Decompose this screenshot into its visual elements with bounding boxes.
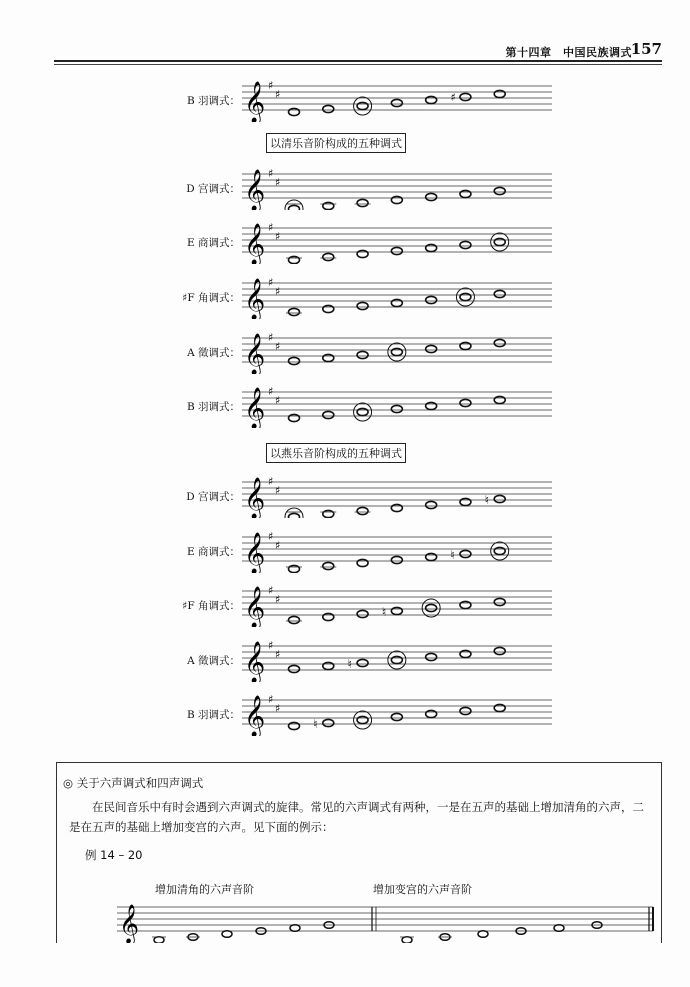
whole-note	[460, 93, 471, 100]
mode-label: ♯F 角调式：	[182, 292, 240, 304]
whole-note	[426, 96, 437, 103]
bottom-staff	[117, 897, 657, 943]
sharp-icon: ♯	[268, 475, 274, 488]
whole-note	[357, 610, 368, 617]
whole-note	[460, 707, 471, 714]
mode-row	[150, 166, 570, 210]
whole-note	[323, 105, 334, 112]
whole-note	[494, 704, 505, 711]
page-number: 157	[630, 40, 662, 58]
whole-note	[494, 339, 505, 346]
whole-note	[460, 241, 471, 248]
box-paragraph: 在民间音乐中有时会遇到六声调式的旋律。常见的六声调式有两种，一是在五声的基础上增加清角的六声，二是在五声的基础上增加变宫的六声。见下面的例示：	[69, 800, 644, 834]
mode-label: A 徵调式：	[187, 347, 240, 359]
whole-note	[323, 354, 334, 361]
mode-row	[150, 474, 570, 518]
sharp-icon: ♯	[268, 221, 274, 234]
example-label: 例 14 – 20	[85, 848, 143, 862]
whole-note	[391, 299, 402, 306]
staff	[242, 330, 562, 374]
whole-note	[494, 495, 505, 502]
mode-row	[150, 529, 570, 573]
mode-row	[150, 330, 570, 374]
sharp-icon: ♯	[268, 385, 274, 398]
sharp-icon: ♯	[268, 584, 274, 597]
whole-note	[323, 662, 334, 669]
treble-clef-icon: 𝄞	[244, 388, 266, 428]
info-box	[56, 762, 662, 943]
whole-note	[289, 357, 300, 364]
whole-note	[289, 616, 300, 623]
sharp-icon: ♯	[268, 693, 274, 706]
sharp-icon: ♯	[275, 539, 281, 552]
mode-row	[150, 384, 570, 428]
whole-note	[357, 351, 368, 358]
whole-note	[289, 665, 300, 672]
sharp-icon: ♯	[450, 91, 456, 104]
sharp-icon: ♯	[275, 593, 281, 606]
whole-note	[426, 553, 437, 560]
staff	[242, 275, 562, 319]
section-heading-qingyue: 以清乐音阶构成的五种调式	[266, 133, 406, 153]
whole-note	[357, 559, 368, 566]
sharp-icon: ♯	[275, 176, 281, 189]
box-title: ◎ 关于六声调式和四声调式	[63, 776, 204, 790]
staff	[242, 692, 562, 736]
treble-clef-icon: 𝄞	[244, 587, 266, 627]
natural-icon: ♮	[450, 548, 455, 562]
staff	[242, 529, 562, 573]
whole-note	[289, 308, 300, 315]
whole-note	[357, 507, 368, 514]
treble-clef-icon: 𝄞	[244, 82, 266, 122]
natural-icon: ♮	[381, 605, 387, 619]
sharp-icon: ♯	[275, 285, 281, 298]
whole-note	[357, 102, 368, 109]
whole-note	[460, 650, 471, 657]
whole-note	[323, 510, 334, 517]
whole-note	[460, 342, 471, 349]
whole-note	[357, 408, 368, 415]
whole-note	[289, 414, 300, 421]
mode-label: E 商调式：	[186, 237, 240, 249]
whole-note	[426, 345, 437, 352]
sharp-icon: ♯	[268, 79, 274, 92]
mode-label: A 徵调式：	[187, 655, 240, 667]
mode-row	[150, 275, 570, 319]
whole-note	[494, 90, 505, 97]
treble-clef-icon: 𝄞	[244, 696, 266, 736]
mode-label: D 宫调式：	[186, 183, 240, 195]
whole-note	[494, 290, 505, 297]
mode-label: B 羽调式：	[186, 401, 240, 413]
whole-note	[154, 937, 164, 943]
staff	[242, 638, 562, 682]
whole-note	[391, 348, 402, 355]
whole-note	[391, 405, 402, 412]
natural-icon: ♮	[313, 717, 318, 731]
treble-clef-icon: 𝄞	[244, 224, 266, 264]
sharp-icon: ♯	[268, 167, 274, 180]
treble-clef-icon: 𝄞	[119, 904, 140, 943]
staff	[242, 78, 562, 122]
sharp-icon: ♯	[275, 394, 281, 407]
header-rule-thin	[54, 64, 662, 65]
section-heading-yanyue: 以燕乐音阶构成的五种调式	[266, 443, 406, 463]
mode-row	[150, 692, 570, 736]
sharp-icon: ♯	[275, 230, 281, 243]
staff	[242, 384, 562, 428]
treble-clef-icon: 𝄞	[244, 533, 266, 573]
mode-label: ♯F 角调式：	[182, 600, 240, 612]
page-header	[40, 38, 662, 66]
whole-note	[391, 504, 402, 511]
whole-note	[460, 550, 471, 557]
whole-note	[289, 722, 300, 729]
natural-icon: ♮	[347, 657, 352, 671]
mode-label: B 羽调式：	[186, 709, 240, 721]
whole-note	[494, 647, 505, 654]
whole-note	[289, 256, 300, 263]
whole-note	[323, 719, 334, 726]
sharp-icon: ♯	[275, 648, 281, 661]
whole-note	[554, 925, 564, 932]
treble-clef-icon: 𝄞	[244, 334, 266, 374]
sharp-icon: ♯	[275, 340, 281, 353]
whole-note	[323, 613, 334, 620]
whole-note	[426, 710, 437, 717]
mode-label: B 羽调式：	[186, 95, 240, 107]
staff	[242, 166, 562, 210]
whole-note	[460, 293, 471, 300]
staff	[242, 220, 562, 264]
whole-note	[222, 931, 232, 938]
whole-note	[460, 190, 471, 197]
sharp-icon: ♯	[268, 331, 274, 344]
whole-note	[391, 99, 402, 106]
chapter-title: 第十四章 中国民族调式	[505, 46, 632, 59]
whole-note	[494, 598, 505, 605]
whole-note	[391, 196, 402, 203]
whole-note	[357, 199, 368, 206]
whole-note	[426, 501, 437, 508]
whole-note	[289, 565, 300, 572]
whole-note	[290, 925, 300, 932]
mode-row	[150, 78, 570, 122]
whole-note	[426, 193, 437, 200]
whole-note	[460, 399, 471, 406]
mode-label: D 宫调式：	[186, 491, 240, 503]
mode-row	[150, 583, 570, 627]
whole-note	[391, 656, 402, 663]
whole-note	[460, 498, 471, 505]
whole-note	[323, 305, 334, 312]
scale-label-qingjiao: 增加清角的六声音阶	[155, 883, 254, 896]
scale-label-biangong: 增加变宫的六声音阶	[373, 883, 472, 896]
whole-note	[357, 250, 368, 257]
mode-row	[150, 220, 570, 264]
sharp-icon: ♯	[275, 702, 281, 715]
whole-note	[323, 202, 334, 209]
treble-clef-icon: 𝄞	[244, 642, 266, 682]
mode-row	[150, 638, 570, 682]
whole-note	[460, 601, 471, 608]
whole-note	[289, 513, 300, 518]
whole-note	[323, 562, 334, 569]
sharp-icon: ♯	[268, 639, 274, 652]
sharp-icon: ♯	[268, 276, 274, 289]
whole-note	[478, 931, 488, 938]
treble-clef-icon: 𝄞	[244, 279, 266, 319]
sharp-icon: ♯	[275, 88, 281, 101]
whole-note	[391, 247, 402, 254]
whole-note	[426, 402, 437, 409]
whole-note	[357, 716, 368, 723]
whole-note	[426, 296, 437, 303]
whole-note	[494, 187, 505, 194]
treble-clef-icon: 𝄞	[244, 478, 266, 518]
treble-clef-icon: 𝄞	[244, 170, 266, 210]
whole-note	[323, 411, 334, 418]
whole-note	[494, 547, 505, 554]
whole-note	[289, 205, 300, 210]
whole-note	[391, 607, 402, 614]
sharp-icon: ♯	[275, 484, 281, 497]
whole-note	[391, 713, 402, 720]
whole-note	[391, 556, 402, 563]
natural-icon: ♮	[484, 493, 490, 507]
header-rule	[54, 60, 662, 62]
whole-note	[494, 396, 505, 403]
whole-note	[426, 653, 437, 660]
whole-note	[426, 244, 437, 251]
whole-note	[357, 302, 368, 309]
mode-label: E 商调式：	[186, 546, 240, 558]
whole-note	[494, 238, 505, 245]
whole-note	[426, 604, 437, 611]
staff	[242, 583, 562, 627]
whole-note	[357, 659, 368, 666]
whole-note	[402, 937, 412, 943]
staff	[242, 474, 562, 518]
whole-note	[289, 108, 300, 115]
whole-note	[323, 253, 334, 260]
sharp-icon: ♯	[268, 530, 274, 543]
